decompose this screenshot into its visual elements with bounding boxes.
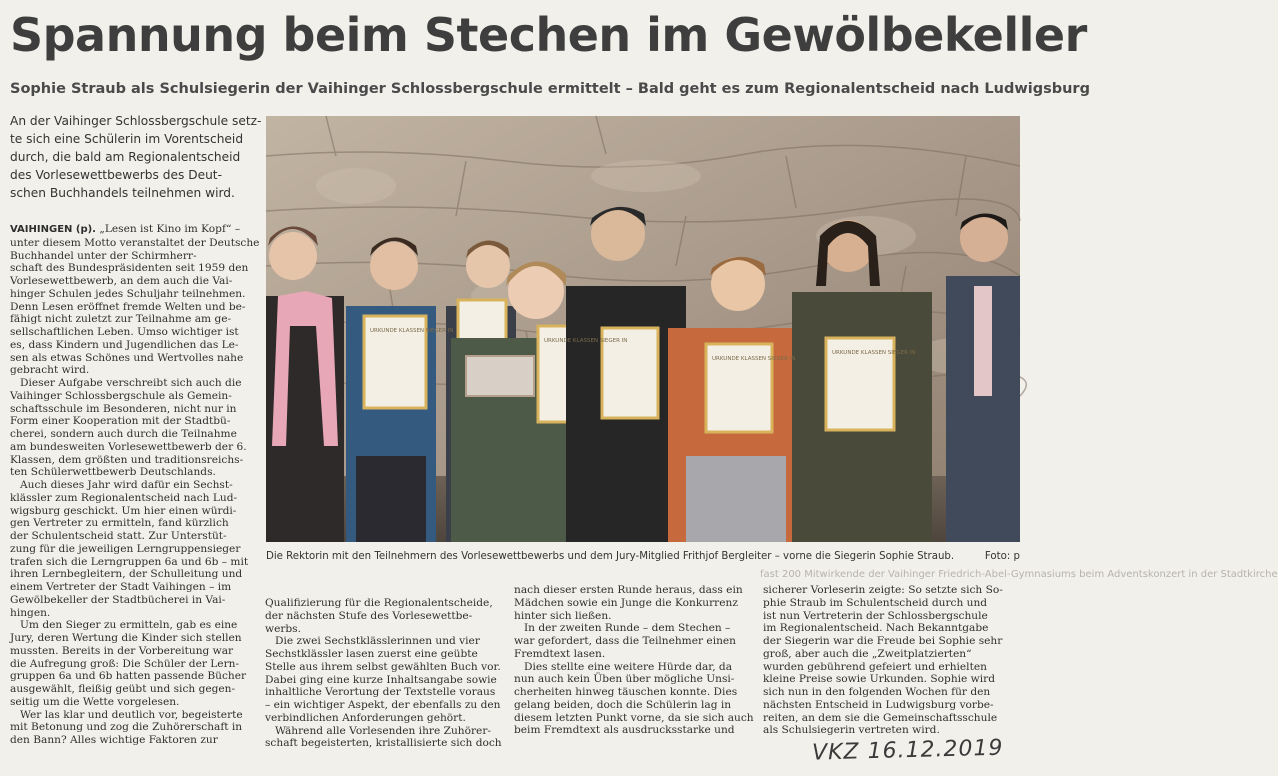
article-line: am bundesweiten Vorlesewettbewerb der 6. [10,440,247,453]
article-line: sellschaftlichen Leben. Umso wichtiger ist [10,326,239,338]
article-line: Jury, deren Wertung die Kinder sich stellen [10,632,242,644]
article-line: inhaltliche Verortung der Textstelle voraus [265,686,496,699]
article-line: trafen sich die Lerngruppen 6a und 6b – mit [10,555,249,568]
article-line: Dies stellte eine weitere Hürde dar, da [524,660,733,673]
article-line: es, dass Kindern und Jugendlichen das Le- [10,338,239,351]
article-line [10,223,260,237]
article-line: Gewölbekeller der Stadtbücherei in Vai- [10,593,226,606]
article-line: den Bann? Alles wichtige Faktoren zur [10,734,218,746]
article-line: Vaihinger Schlossbergschule als Gemein- [10,389,232,402]
article-line: der Schulentscheid statt. Zur Unterstüt- [10,530,227,542]
article-column-2 [265,597,503,750]
article-line: Fremdtext lasen. [514,647,606,660]
article-line: hinter sich ließen. [514,609,612,622]
article-line: Vorlesewettbewerb, an dem auch die Vai- [10,275,233,287]
article-line: gruppen 6a und 6b hatten passende Bücher [10,670,247,683]
article-line: gen Vertreter zu ermitteln, fand kürzlich [10,517,229,530]
article-column-4 [763,584,1025,737]
article-line: reiten, an dem sie die Gemeinschaftsschule [763,711,998,724]
article-line: ihren Lernbegleitern, der Schulleitung und [10,568,243,581]
article-line: Auch dieses Jahr wird dafür ein Sechst- [20,479,233,491]
article-line: fähigt nicht zuletzt zur Teilnahme am ge- [10,313,232,326]
certificate-label: URKUNDE KLASSEN SIEGER IN [544,338,628,344]
article-line: im Regionalentscheid. Nach Bekanntgabe [763,622,989,635]
article-line: gelang beiden, doch die Schülerin lag in [514,698,732,711]
article-line: Buchhandel unter der Schirmherr- [10,249,197,262]
article-line: Dabei ging eine kurze Inhaltsangabe sowie [265,673,497,686]
article-line: Qualifizierung für die Regionalentscheide, [265,597,493,609]
article-line: nächsten Entscheid in Ludwigsburg vorbe- [763,698,994,711]
article-line: sicherer Vorleserin zeigte: So setzte sich So- [763,584,1003,596]
article-line: kleine Preise sowie Urkunden. Sophie wird [763,673,995,686]
article-line: wigsburg geschickt. Um hier einen würdi- [10,504,237,517]
article-line: Sechstklässler lasen zuerst eine geübte [265,648,478,660]
article-line: seitig um die Wette vorgelesen. [10,695,180,708]
article-line: der nächsten Stufe des Vorlesewettbe- [265,609,473,622]
photo-caption [266,550,1020,564]
article-line: Form einer Kooperation mit der Stadtbü- [10,415,231,428]
article-line: einem Vertreter der Stadt Vaihingen – im [10,581,232,593]
article-line: werbs. [265,622,301,635]
article-line: Dieser Aufgabe verschreibt sich auch die [20,377,242,389]
article-line: ausgewählt, fleißig geübt und sich gegen- [10,683,236,695]
article-line: schaft des Bundespräsidenten seit 1959 den [10,262,249,275]
teaser-line: An der Vaihinger Schlossbergschule setz- [10,114,262,128]
article-line: cherheiten hinweg täuschen konnte. Dies [514,686,738,698]
dateline: VAIHINGEN (p). [10,224,96,235]
certificate-label: URKUNDE KLASSEN SIEGER IN [832,350,916,356]
article-line: zung für die jeweiligen Lerngruppensieger [10,542,241,555]
article-line: In der zweiten Runde – dem Stechen – [524,622,731,635]
article-line: Mädchen sowie ein Junge die Konkurrenz [514,596,738,609]
article-line: Um den Sieger zu ermitteln, gab es eine [20,619,238,632]
article-line: phie Straub im Schulentscheid durch und [763,596,988,609]
article-line: ist nun Vertreterin der Schlossbergschule [763,609,988,622]
article-line: sich nun in den folgenden Wochen für den [763,686,991,698]
article-line: mussten. Bereits in der Vorbereitung war [10,644,234,657]
article-line: nach dieser ersten Runde heraus, dass ein [514,584,743,596]
teaser-line: durch, die bald am Regionalentscheid [10,150,241,164]
article-line-text: „Lesen ist Kino im Kopf“ – [99,223,241,235]
article-line: Während alle Vorlesenden ihre Zuhörer- [275,724,491,737]
article-column-3 [514,584,752,737]
article-column-1 [10,223,260,747]
article-line: beim Fremdtext als ausdrucksstarke und [514,724,735,737]
article-line: wurden gebührend gefeiert und erhielten [763,660,987,673]
article-line: Denn Lesen eröffnet fremde Welten und be- [10,300,246,313]
article-line: ten Schülerwettbewerb Deutschlands. [10,466,216,479]
subheadline: Sophie Straub als Schulsiegerin der Vaihinger Schlossbergschule ermittelt – Bald geht es zum Regionalentscheid nach Ludwigsburg [10,81,1090,97]
article-line: hingen. [10,606,51,619]
article-line: Stelle aus ihrem selbst gewählten Buch vor. [265,660,501,673]
article-line: klässler zum Regionalentscheid nach Lud- [10,491,238,504]
article-line: diesem letzten Punkt vorne, da sie sich auch [514,711,754,724]
teaser-line: schen Buchhandels teilnehmen wird. [10,186,235,200]
certificate-label: URKUNDE KLASSEN SIEGER IN [712,356,796,362]
certificate-label: URKUNDE KLASSEN SIEGER IN [370,328,454,334]
article-line: hinger Schulen jedes Schuljahr teilnehmen. [10,287,246,300]
group-photo-image [266,116,1020,542]
article-line: schaftsschule im Besonderen, nicht nur in [10,402,237,415]
group-photo [266,116,1020,542]
caption-text: Die Rektorin mit den Teilnehmern des Vorlesewettbewerbs und dem Jury-Mitglied Frithjof Bergleiter – vorne die Siegerin Sophie Straub. [266,551,955,562]
handwritten-date-stamp: VKZ 16.12.2019 [811,735,1004,766]
article-line: – ein wichtiger Aspekt, der ebenfalls zu den [265,699,501,711]
bleed-through-text: fast 200 Mitwirkende der Vaihinger Friedrich-Abel-Gymnasiums beim Adventskonzert in der Stadtkirche [760,569,1278,580]
teaser-line: des Vorlesewettbewerbs des Deut- [10,168,222,182]
article-line: verbindlichen Anforderungen gehört. [265,711,466,724]
article-line: mit Betonung und zog die Zuhörerschaft in [10,721,243,734]
article-line: die Aufregung groß: Die Schüler der Lern- [10,657,240,670]
article-line: als Schulsiegerin vertreten wird. [763,724,940,737]
article-line: cherei, sondern auch durch die Teilnahme [10,428,237,440]
article-line: Klassen, dem größten und traditionsreichs- [10,453,244,466]
article-line: der Siegerin war die Freude bei Sophie sehr [763,635,1003,647]
photo-credit: Foto: p [984,551,1020,562]
article-line: Die zwei Sechstklässlerinnen und vier [275,635,480,648]
article-line: Wer las klar und deutlich vor, begeisterte [20,708,243,721]
article-line: unter diesem Motto veranstaltet der Deutsche [10,236,260,249]
headline: Spannung beim Stechen im Gewölbekeller [10,8,1087,62]
article-line: nun auch kein Üben über mögliche Unsi- [514,673,735,686]
article-line: sen als etwas Schönes und Wertvolles nahe [10,351,244,364]
article-line: groß, aber auch die „Zweitplatzierten“ [763,647,972,660]
article-line: schaft begeisterten, kristallisierte sich doch [265,737,502,750]
teaser-paragraph [10,112,262,202]
article-line: war gefordert, dass die Teilnehmer einen [514,635,737,647]
teaser-line: te sich eine Schülerin im Vorentscheid [10,132,244,146]
article-line: gebracht wird. [10,364,90,377]
